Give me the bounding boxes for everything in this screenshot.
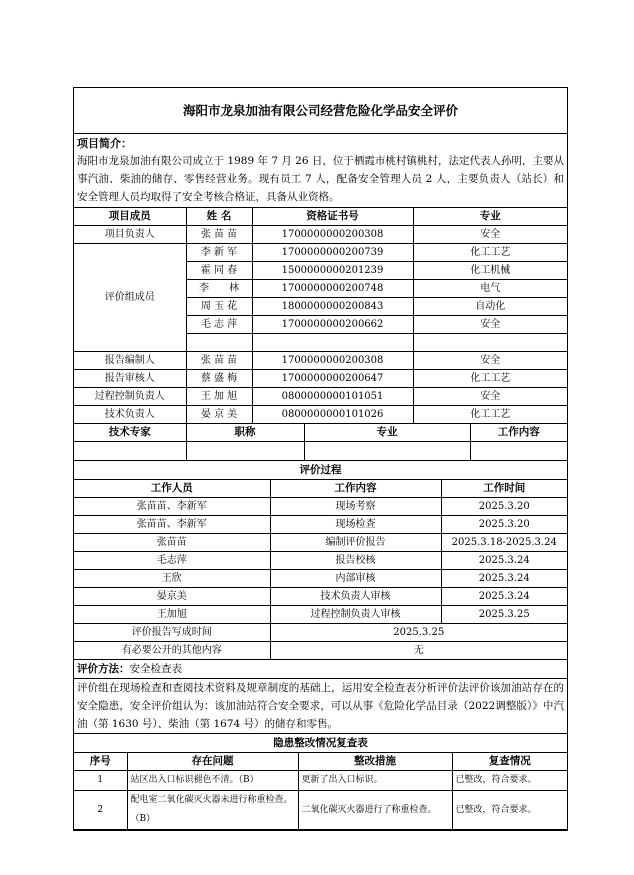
process-time: 2025.3.24 (441, 570, 567, 588)
table-row (74, 642, 567, 660)
expert-cell (74, 442, 186, 461)
hazard-review: 已整改，符合要求。 (452, 791, 567, 830)
process-heading: 评价过程 (74, 461, 567, 480)
process-work: 报告校核 (270, 552, 441, 570)
process-time: 2025.3.24 (441, 588, 567, 606)
process-staff: 毛志萍 (74, 552, 270, 570)
process-staff: 张苗苗、李新军 (74, 516, 270, 534)
process-staff: 王欣 (74, 570, 270, 588)
members-header-row (74, 208, 567, 226)
member-cert: 1700000000200647 (252, 370, 413, 388)
table-row (74, 570, 567, 588)
member-name: 王 加 旭 (186, 388, 252, 406)
report-time-value: 2025.3.25 (270, 624, 567, 642)
member-name: 蔡 盛 梅 (186, 370, 252, 388)
process-work: 现场检查 (270, 516, 441, 534)
member-cert: 1800000000200843 (252, 298, 413, 316)
member-major: 自动化 (413, 298, 567, 316)
member-major: 化工机械 (413, 262, 567, 280)
member-name: 毛 志 萍 (186, 316, 252, 334)
table-row (74, 791, 567, 830)
method-row (74, 660, 567, 679)
member-cert: 0800000000101051 (252, 388, 413, 406)
col-header-staff: 工作人员 (74, 480, 270, 498)
table-row (74, 352, 567, 370)
col-header-review: 复查情况 (452, 753, 567, 771)
member-name: 李 新 军 (186, 244, 252, 262)
member-major: 安全 (413, 388, 567, 406)
hazards-heading: 隐患整改情况复查表 (74, 734, 567, 753)
hazard-no: 1 (74, 771, 127, 791)
process-work: 内部审核 (270, 570, 441, 588)
col-header-cert: 资格证书号 (252, 208, 413, 226)
hazards-section (74, 753, 567, 830)
member-role: 过程控制负责人 (74, 388, 186, 406)
member-name (186, 334, 252, 352)
member-name: 张 苗 苗 (186, 226, 252, 244)
col-header-expert: 技术专家 (74, 424, 186, 442)
col-header-measure: 整改措施 (298, 753, 452, 771)
col-header-time: 工作时间 (441, 480, 567, 498)
col-header-no: 序号 (74, 753, 127, 771)
col-header-title: 职称 (186, 424, 304, 442)
table-row (74, 442, 567, 461)
experts-header-row (74, 424, 567, 442)
table-row (74, 624, 567, 642)
process-work: 现场考察 (270, 498, 441, 516)
expert-cell (304, 442, 470, 461)
members-table (74, 208, 567, 424)
table-row (74, 498, 567, 516)
process-time: 2025.3.18-2025.3.24 (441, 534, 567, 552)
expert-cell (470, 442, 567, 461)
member-cert: 1700000000200739 (252, 244, 413, 262)
member-role: 评价组成员 (74, 244, 186, 352)
intro-text: 海阳市龙泉加油有限公司成立于 1989 年 7 月 26 日，位于栖霞市桃村镇桃村，法定代表人孙明，主要从事汽油、柴油的储存、零售经营业务。现有员工 7 人，配备安全管理人员 2 人，主要负责人（站长）和安全管理人员均取得了安全考核合格证，具备从业资格。 (74, 152, 567, 208)
col-header-work: 工作内容 (470, 424, 567, 442)
table-row (74, 406, 567, 424)
member-name: 张 苗 苗 (186, 352, 252, 370)
hazard-measure: 二氧化碳灭火器进行了称重检查。 (298, 791, 452, 830)
table-row (74, 552, 567, 570)
member-name: 晏 京 美 (186, 406, 252, 424)
member-major: 安全 (413, 226, 567, 244)
experts-table (74, 424, 567, 461)
table-row (74, 370, 567, 388)
hazard-review: 已整改，符合要求。 (452, 771, 567, 791)
member-role: 报告编制人 (74, 352, 186, 370)
table-row (74, 534, 567, 552)
evaluation-document (73, 87, 568, 831)
member-cert: 1500000000201239 (252, 262, 413, 280)
hazard-issue: 配电室二氧化碳灭火器未进行称重检查。（B） (127, 791, 298, 830)
members-section (74, 208, 567, 424)
table-row (74, 606, 567, 624)
member-cert: 1700000000200748 (252, 280, 413, 298)
hazards-header-row (74, 753, 567, 771)
process-table (74, 480, 567, 660)
member-cert: 1700000000200662 (252, 316, 413, 334)
member-cert: 0800000000101026 (252, 406, 413, 424)
method-label: 评价方法： (77, 663, 130, 675)
table-row (74, 226, 567, 244)
member-name: 周 玉 花 (186, 298, 252, 316)
process-staff: 张苗苗 (74, 534, 270, 552)
process-time: 2025.3.25 (441, 606, 567, 624)
col-header-content: 工作内容 (270, 480, 441, 498)
col-header-role: 项目成员 (74, 208, 186, 226)
member-major: 化工工艺 (413, 370, 567, 388)
col-header-issue: 存在问题 (127, 753, 298, 771)
table-row (74, 771, 567, 791)
other-content-label: 有必要公开的其他内容 (74, 642, 270, 660)
process-section (74, 480, 567, 660)
member-major: 安全 (413, 352, 567, 370)
process-work: 编制评价报告 (270, 534, 441, 552)
member-major: 安全 (413, 316, 567, 334)
evaluation-conclusion: 评价组在现场检查和查阅技术资料及规章制度的基础上，运用安全检查表分析评价法评价该加油站存在的安全隐患，安全评价组认为：该加油站符合安全要求，可以从事《危险化学品目录（2022调整版）》中汽油（第 1630 号）、柴油（第 1674 号）的储存和零售。 (74, 679, 567, 734)
document-title: 海阳市龙泉加油有限公司经营危险化学品安全评价 (74, 88, 567, 134)
process-time: 2025.3.24 (441, 552, 567, 570)
member-name: 李 林 (186, 280, 252, 298)
experts-section (74, 424, 567, 461)
member-major (413, 334, 567, 352)
col-header-name: 姓 名 (186, 208, 252, 226)
member-cert: 1700000000200308 (252, 226, 413, 244)
col-header-specialty: 专业 (304, 424, 470, 442)
hazards-table (74, 753, 567, 830)
process-work: 过程控制负责人审核 (270, 606, 441, 624)
hazard-issue: 站区出入口标识褪色不清。（B） (127, 771, 298, 791)
table-row (74, 388, 567, 406)
table-row (74, 588, 567, 606)
process-header-row (74, 480, 567, 498)
expert-cell (186, 442, 304, 461)
member-cert: 1700000000200308 (252, 352, 413, 370)
hazard-no: 2 (74, 791, 127, 830)
process-staff: 王加旭 (74, 606, 270, 624)
intro-section (74, 134, 567, 208)
process-time: 2025.3.20 (441, 498, 567, 516)
intro-label: 项目简介： (77, 137, 132, 150)
member-major: 化工工艺 (413, 406, 567, 424)
hazard-measure: 更新了出入口标识。 (298, 771, 452, 791)
member-cert (252, 334, 413, 352)
method-value: 安全检查表 (129, 663, 182, 675)
process-work: 技术负责人审核 (270, 588, 441, 606)
member-role: 项目负责人 (74, 226, 186, 244)
other-content-value: 无 (270, 642, 567, 660)
col-header-major: 专业 (413, 208, 567, 226)
table-row (74, 244, 567, 262)
member-role: 技术负责人 (74, 406, 186, 424)
report-time-label: 评价报告写成时间 (74, 624, 270, 642)
table-row (74, 516, 567, 534)
process-staff: 晏京美 (74, 588, 270, 606)
member-major: 电气 (413, 280, 567, 298)
process-staff: 张苗苗、李新军 (74, 498, 270, 516)
member-major: 化工工艺 (413, 244, 567, 262)
process-time: 2025.3.20 (441, 516, 567, 534)
member-name: 霍 同 春 (186, 262, 252, 280)
member-role: 报告审核人 (74, 370, 186, 388)
